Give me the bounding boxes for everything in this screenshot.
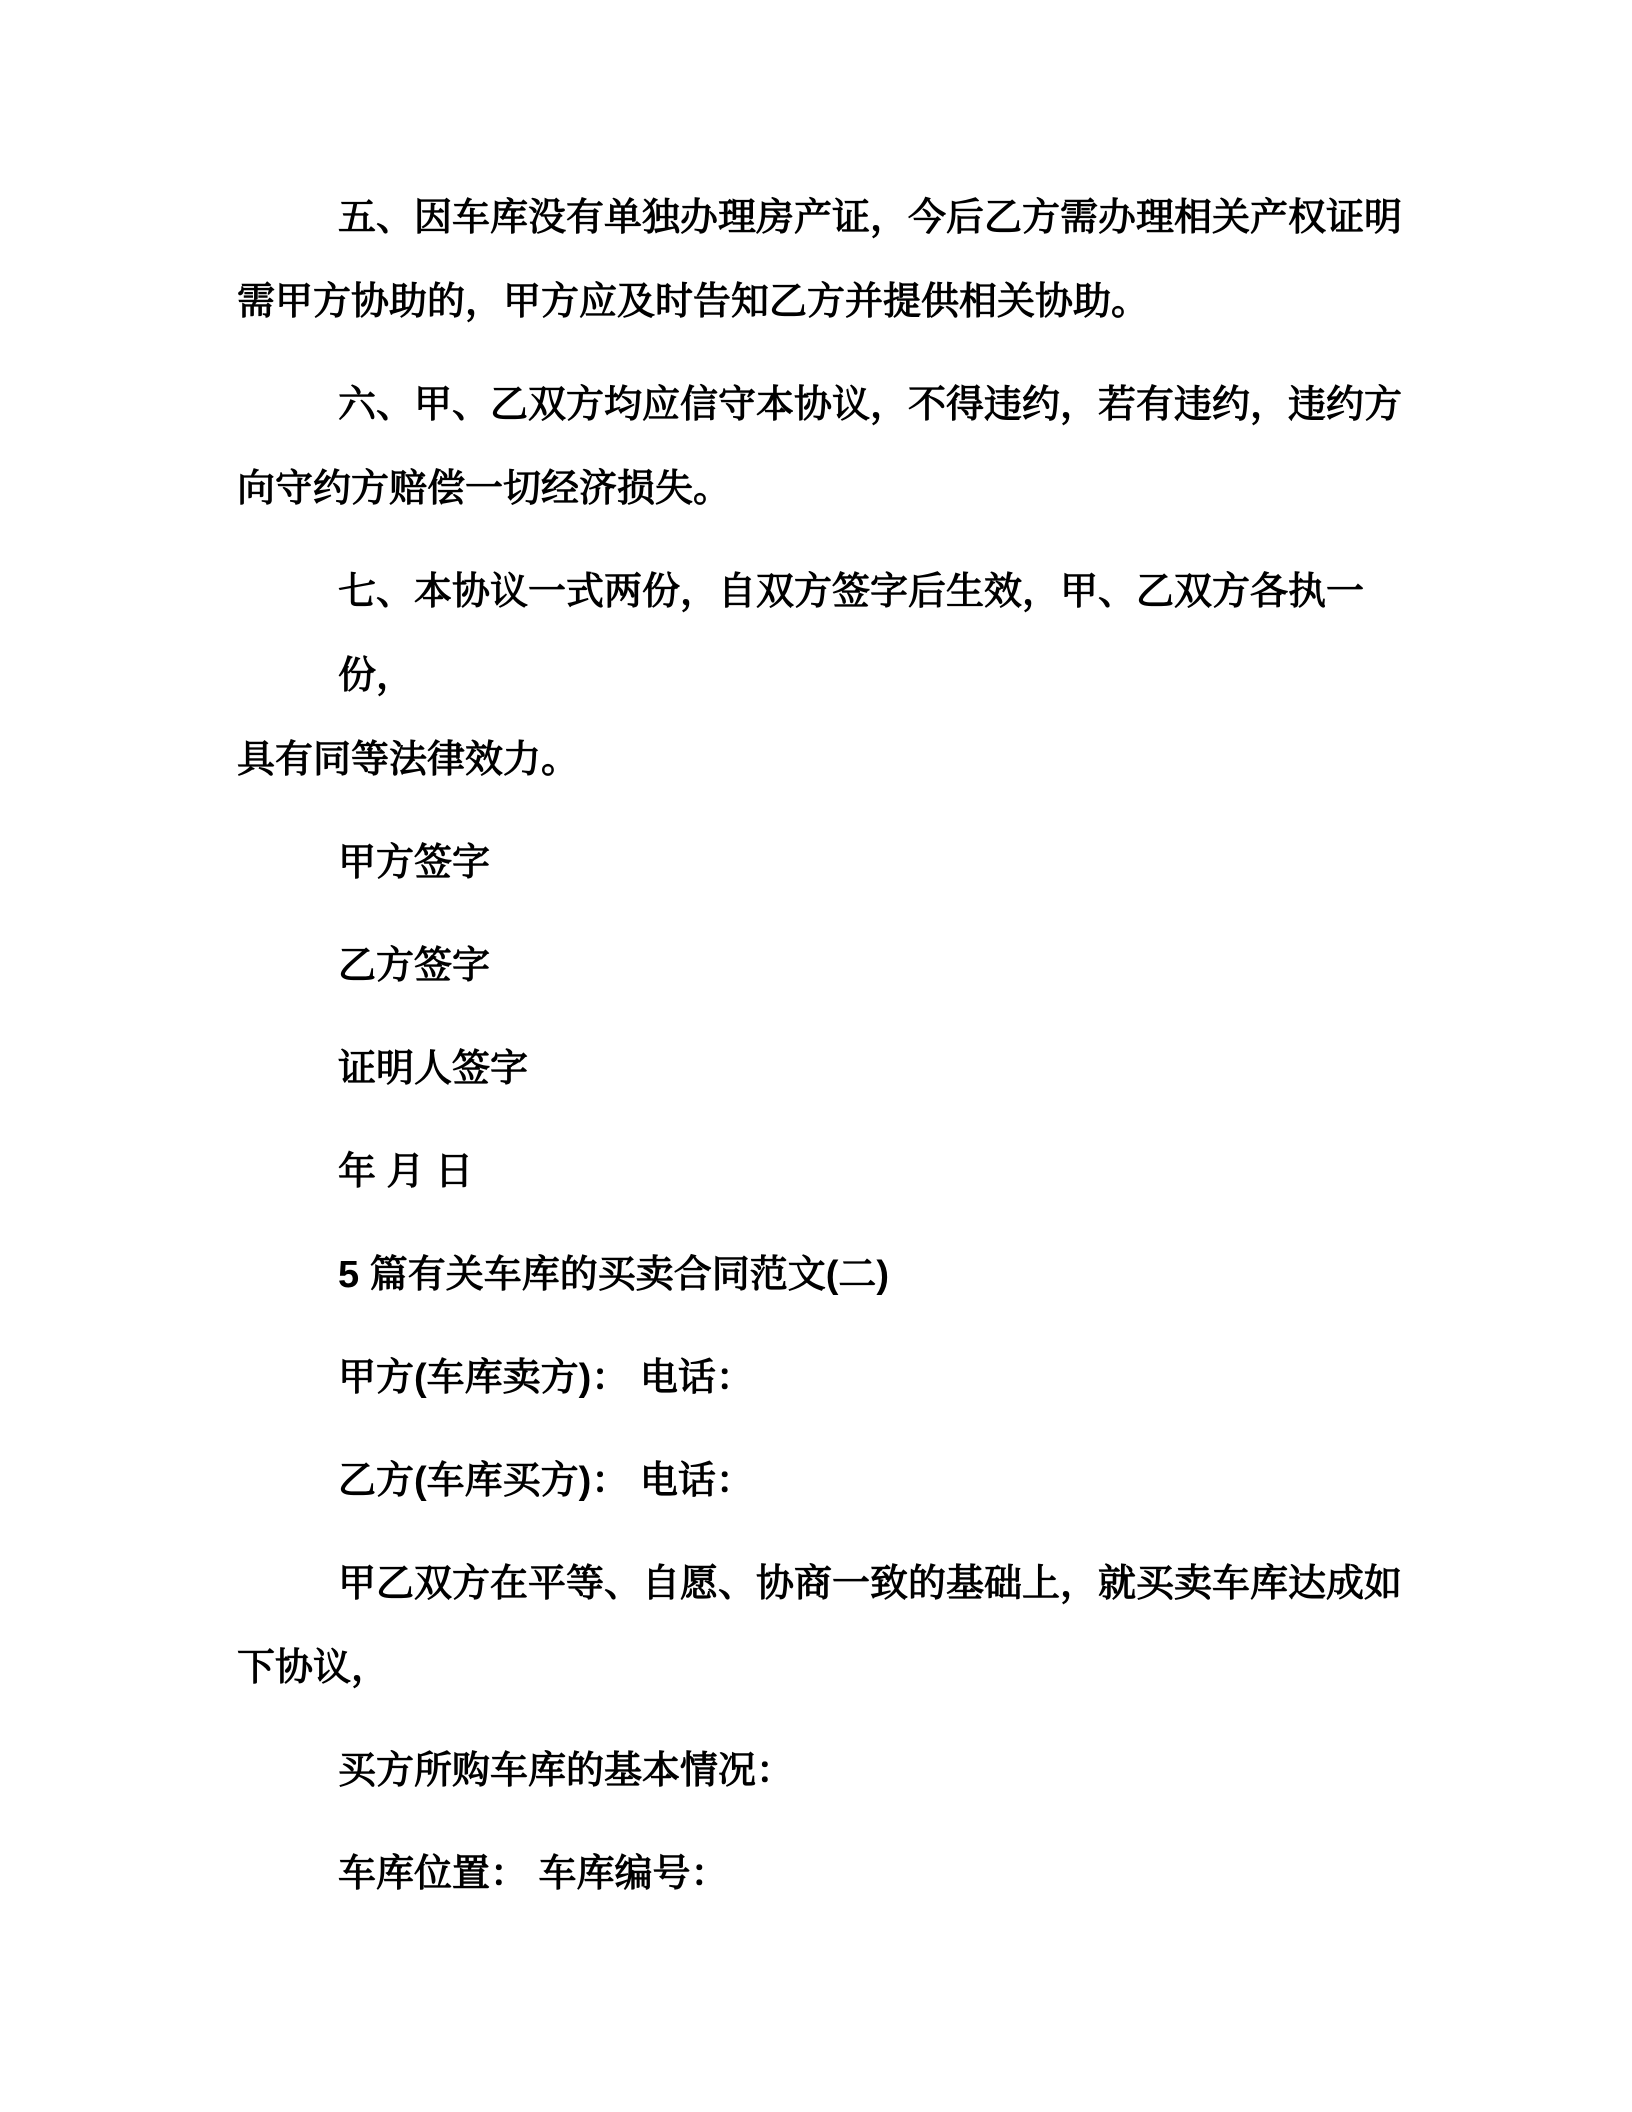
garage-basic-info-heading-line-1: 买方所购车库的基本情况：: [338, 1750, 795, 1792]
clause-seven-line-2: 具有同等法律效力。: [237, 739, 580, 781]
clause-five-line-2: 需甲方协助的，甲方应及时告知乙方并提供相关协助。: [237, 281, 1150, 323]
preamble-line-2: 下协议，: [237, 1647, 390, 1689]
contract-document-body: [237, 176, 1422, 1935]
date-line-line-1: 年 月 日: [338, 1151, 474, 1193]
preamble-line-1: 甲乙双方在平等、自愿、协商一致的基础上，就买卖车库达成如: [338, 1563, 1403, 1605]
party-a-signature-line: [237, 821, 1422, 905]
section-title: [237, 1233, 1422, 1317]
date-line: [237, 1130, 1422, 1214]
witness-signature-line-line-1: 证明人签字: [338, 1048, 529, 1090]
clause-five-line-1: 五、因车库没有单独办理房产证，今后乙方需办理相关产权证明: [338, 197, 1403, 239]
clause-seven-line-1: 七、本协议一式两份，自双方签字后生效，甲、乙双方各执一份，: [338, 571, 1365, 697]
garage-location-number-line-line-1: 车库位置： 车库编号：: [338, 1853, 729, 1895]
party-b-signature-line: [237, 924, 1422, 1008]
clause-six: [237, 363, 1422, 531]
witness-signature-line: [237, 1027, 1422, 1111]
party-b-contact-line: [237, 1439, 1422, 1523]
party-a-contact-line-line-1: 甲方(车库卖方)： 电话：: [338, 1357, 754, 1399]
party-b-signature-line-line-1: 乙方签字: [338, 945, 491, 987]
party-a-contact-line: [237, 1336, 1422, 1420]
party-b-contact-line-line-1: 乙方(车库买方)： 电话：: [338, 1460, 754, 1502]
garage-location-number-line: [237, 1832, 1422, 1916]
party-a-signature-line-line-1: 甲方签字: [338, 842, 491, 884]
garage-basic-info-heading: [237, 1729, 1422, 1813]
clause-six-line-2: 向守约方赔偿一切经济损失。: [237, 468, 732, 510]
clause-five: [237, 176, 1422, 344]
section-title-line-1: 5 篇有关车库的买卖合同范文(二): [338, 1254, 890, 1296]
preamble: [237, 1542, 1422, 1710]
clause-six-line-1: 六、甲、乙双方均应信守本协议，不得违约，若有违约，违约方: [338, 384, 1403, 426]
clause-seven: [237, 550, 1422, 802]
